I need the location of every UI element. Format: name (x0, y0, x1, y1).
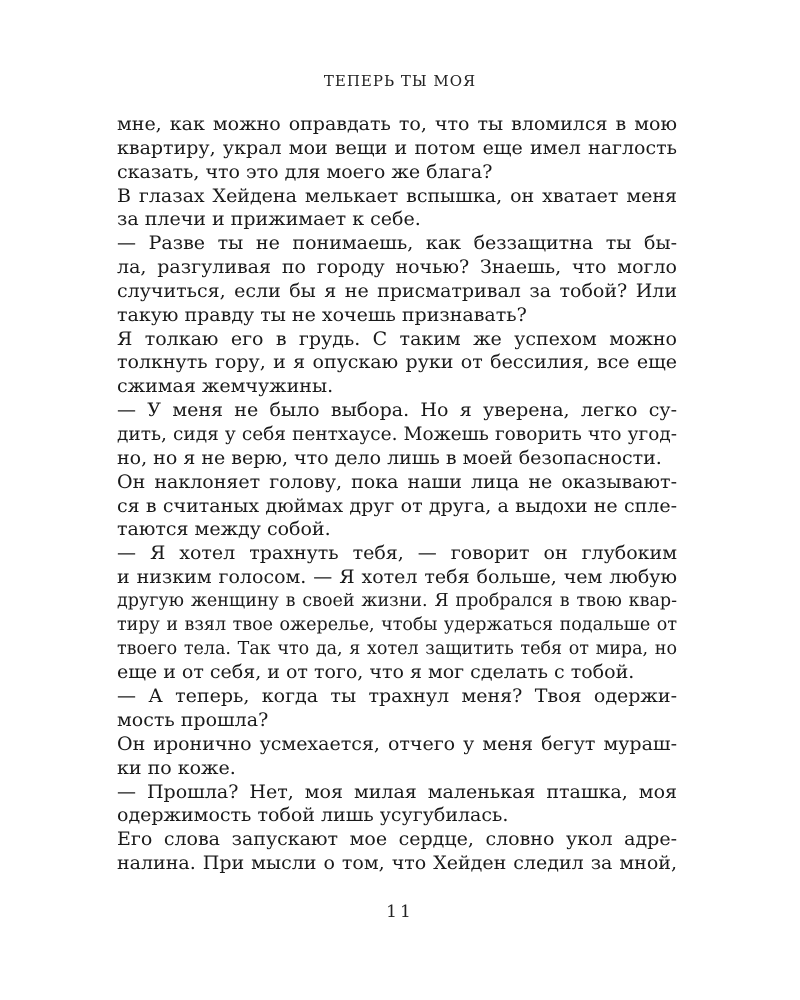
text-line: таются между собой. (117, 518, 331, 541)
text-line: В глазах Хейдена мелькает вспышка, он хватает меня (117, 184, 677, 207)
text-line: мне, как можно оправдать то, что ты вломился в мою (117, 113, 677, 135)
text-line: тиру и взял твое ожерелье, чтобы удержаться подальше от (117, 614, 677, 635)
text-line: Я толкаю его в грудь. С таким же успехом можно (117, 327, 677, 350)
text-line: ла, разгуливая по городу ночью? Знаешь, что могло (117, 256, 677, 279)
text-line: — У меня не было выбора. Но я уверена, легко су- (117, 399, 677, 422)
text-line: одержимость тобой лишь усугубилась. (117, 804, 509, 827)
text-line: толкнуть гору, и я опускаю руки от бессилия, все еще (117, 351, 677, 374)
text-line: такую правду ты не хочешь признавать? (117, 303, 527, 326)
text-line: сжимая жемчужины. (117, 375, 334, 398)
text-line: Его слова запускают мое сердце, словно укол адре- (117, 828, 677, 851)
text-line: — Прошла? Нет, моя милая маленькая пташка, моя (117, 780, 677, 803)
text-line: мость прошла? (117, 709, 269, 732)
text-line: твоего тела. Так что да, я хотел защитить тебя от мира, но (117, 638, 677, 659)
text-line: ки по коже. (117, 756, 236, 779)
text-line: другую женщину в своей жизни. Я пробрался в твою квар- (117, 590, 677, 611)
text-line: Он наклоняет голову, пока наши лица не оказывают- (117, 470, 677, 493)
text-line: и низким голосом. — Я хотел тебя больше, чем любую (117, 566, 677, 589)
text-line: Он иронично усмехается, отчего у меня бегут мураш- (117, 732, 677, 755)
text-line: — Я хотел трахнуть тебя, — говорит он глубоким (117, 542, 677, 565)
running-title: ТЕПЕРЬ ТЫ МОЯ (323, 72, 477, 90)
text-line: — Разве ты не понимаешь, как беззащитна ты бы- (117, 232, 677, 255)
page-number: 11 (386, 902, 414, 922)
text-line: — А теперь, когда ты трахнул меня? Твоя одержи- (117, 685, 677, 708)
text-line: квартиру, украл мои вещи и потом еще имел наглость (117, 136, 677, 159)
text-line: случиться, если бы я не присматривал за тобой? Или (117, 279, 677, 302)
text-line: еще и от себя, и от того, что я мог сделать с тобой. (117, 661, 635, 684)
text-line: налина. При мысли о том, что Хейден следил за мной, (117, 852, 677, 875)
text-line: сказать, что это для моего же блага? (117, 160, 493, 183)
text-line: но, но я не верю, что дело лишь в моей безопасности. (117, 446, 662, 469)
text-line: за плечи и прижимает к себе. (117, 208, 421, 231)
text-line: дить, сидя у себя пентхаусе. Можешь говорить что угод- (117, 423, 677, 445)
text-line: ся в считаных дюймах друг от друга, а выдохи не спле- (117, 494, 677, 517)
body-text (117, 113, 677, 876)
